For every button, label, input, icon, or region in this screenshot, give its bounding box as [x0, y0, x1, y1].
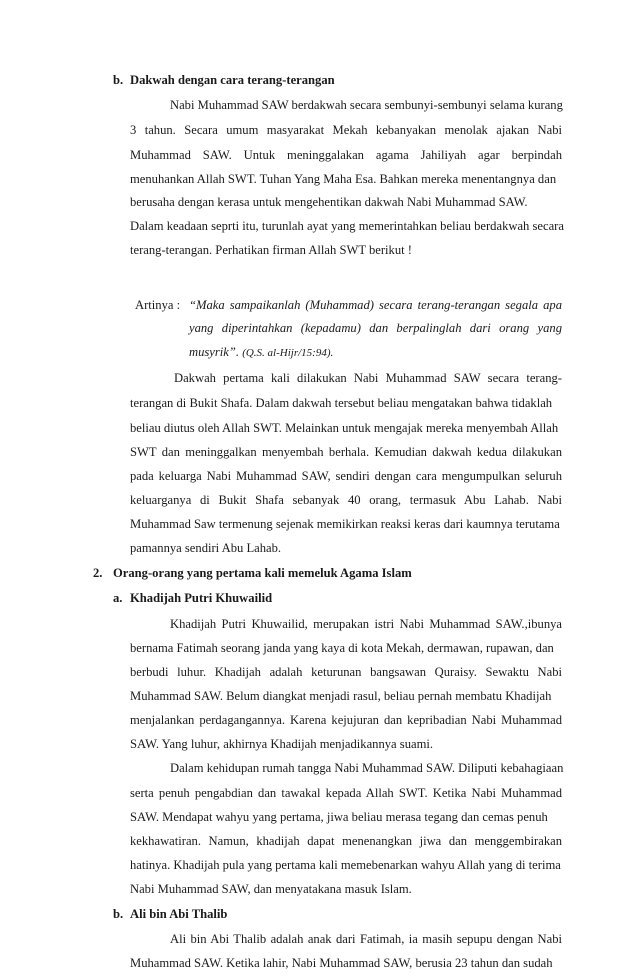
paragraph-line: hatinya. Khadijah pula yang pertama kali memebenarkan wahyu Allah yang di terima: [130, 858, 561, 872]
paragraph-line: terangan di Bukit Shafa. Dalam dakwah tersebut beliau mengatakan bahwa tidaklah: [130, 396, 553, 410]
paragraph-line: menjalankan perdagangannya. Karena kejujuran dan kepribadian Nabi Muhammad: [130, 713, 562, 727]
paragraph-line: 3 tahun. Secara umum masyarakat Mekah kebanyakan menolak ajakan Nabi: [130, 123, 562, 137]
paragraph-line: Dalam kehidupan rumah tangga Nabi Muhammad SAW. Diliputi kebahagiaan: [170, 761, 564, 775]
paragraph-line: berusaha dengan kerasa untuk mengehentikan dakwah Nabi Muhammad SAW.: [130, 195, 528, 209]
paragraph-line: Dalam keadaan seprti itu, turunlah ayat yang memerintahkan beliau berdakwah secara: [130, 219, 564, 233]
section-a-title: Khadijah Putri Khuwailid: [130, 591, 273, 605]
paragraph-line: Nabi Muhammad SAW, dan menyatakana masuk Islam.: [130, 882, 412, 896]
paragraph-line: menuhankan Allah SWT. Tuhan Yang Maha Esa. Bahkan mereka menentangnya dan: [130, 172, 557, 186]
paragraph-line: SWT dan meninggalkan menyembah berhala. Kemudian dakwah kedua dilakukan: [130, 445, 562, 459]
paragraph-line: Dakwah pertama kali dilakukan Nabi Muhammad SAW secara terang-: [174, 371, 562, 385]
section-b-marker: b.: [113, 73, 124, 87]
section-2-marker: 2.: [93, 566, 103, 580]
paragraph-line: beliau diutus oleh Allah SWT. Melainkan untuk mengajak mereka menyembah Allah: [130, 421, 559, 435]
paragraph-line: berbudi luhur. Khadijah adalah keturunan bangsawan Quraisy. Sewaktu Nabi: [130, 665, 562, 679]
section-a-marker: a.: [113, 591, 123, 605]
quote-line: [189, 344, 333, 361]
paragraph-line: Muhammad SAW. Belum diangkat menjadi rasul, beliau pernah membatu Khadijah: [130, 689, 552, 703]
paragraph-line: terang-terangan. Perhatikan firman Allah SWT berikut !: [130, 243, 412, 257]
paragraph-line: pada keluarga Nabi Muhammad SAW, sendiri dengan cara mengumpulkan seluruh: [130, 469, 562, 483]
quote-line: yang diperintahkan (kepadamu) dan berpalinglah dari orang yang: [189, 321, 562, 335]
paragraph-line: pamannya sendiri Abu Lahab.: [130, 541, 282, 555]
paragraph-line: Ali bin Abi Thalib adalah anak dari Fatimah, ia masih sepupu dengan Nabi: [170, 932, 562, 946]
section-b-heading: [113, 72, 335, 88]
paragraph-line: Nabi Muhammad SAW berdakwah secara sembunyi-sembunyi selama kurang: [170, 98, 563, 112]
section-b2-title: Ali bin Abi Thalib: [130, 907, 228, 921]
paragraph-line: keluarganya di Bukit Shafa sebanyak 40 orang, termasuk Abu Lahab. Nabi: [130, 493, 562, 507]
section-2-title: Orang-orang yang pertama kali memeluk Agama Islam: [113, 566, 412, 580]
paragraph-line: SAW. Mendapat wahyu yang pertama, jiwa beliau merasa tegang dan cemas penuh: [130, 810, 548, 824]
paragraph-line: Khadijah Putri Khuwailid, merupakan istri Nabi Muhammad SAW.,ibunya: [170, 617, 562, 631]
section-a-heading: [113, 590, 272, 606]
paragraph-line: kekhawatiran. Namun, khadijah dapat menenangkan jiwa dan menggembirakan: [130, 834, 562, 848]
paragraph-line: Muhammad Saw termenung sejenak memikirkan reaksi keras dari kaumnya terutama: [130, 517, 560, 531]
quote-citation: (Q.S. al-Hijr/15:94).: [242, 347, 334, 359]
artinya-label: Artinya :: [135, 298, 181, 312]
section-b-title: Dakwah dengan cara terang-terangan: [130, 73, 335, 87]
quote-end: musyrik”.: [189, 345, 240, 359]
paragraph-line: serta penuh pengabdian dan tawakal kepada Allah SWT. Ketika Nabi Muhammad: [130, 786, 562, 800]
paragraph-line: bernama Fatimah seorang janda yang kaya di kota Mekah, dermawan, rupawan, dan: [130, 641, 554, 655]
paragraph-line: Muhammad SAW. Ketika lahir, Nabi Muhammad SAW, berusia 23 tahun dan sudah: [130, 956, 553, 970]
section-b2-heading: [113, 906, 227, 922]
paragraph-line: Muhammad SAW. Untuk meninggalakan agama Jahiliyah agar berpindah: [130, 148, 562, 162]
section-b2-marker: b.: [113, 907, 124, 921]
quote-line: “Maka sampaikanlah (Muhammad) secara terang-terangan segala apa: [189, 298, 562, 312]
section-2-heading: [93, 565, 412, 581]
paragraph-line: SAW. Yang luhur, akhirnya Khadijah menjadikannya suami.: [130, 737, 434, 751]
